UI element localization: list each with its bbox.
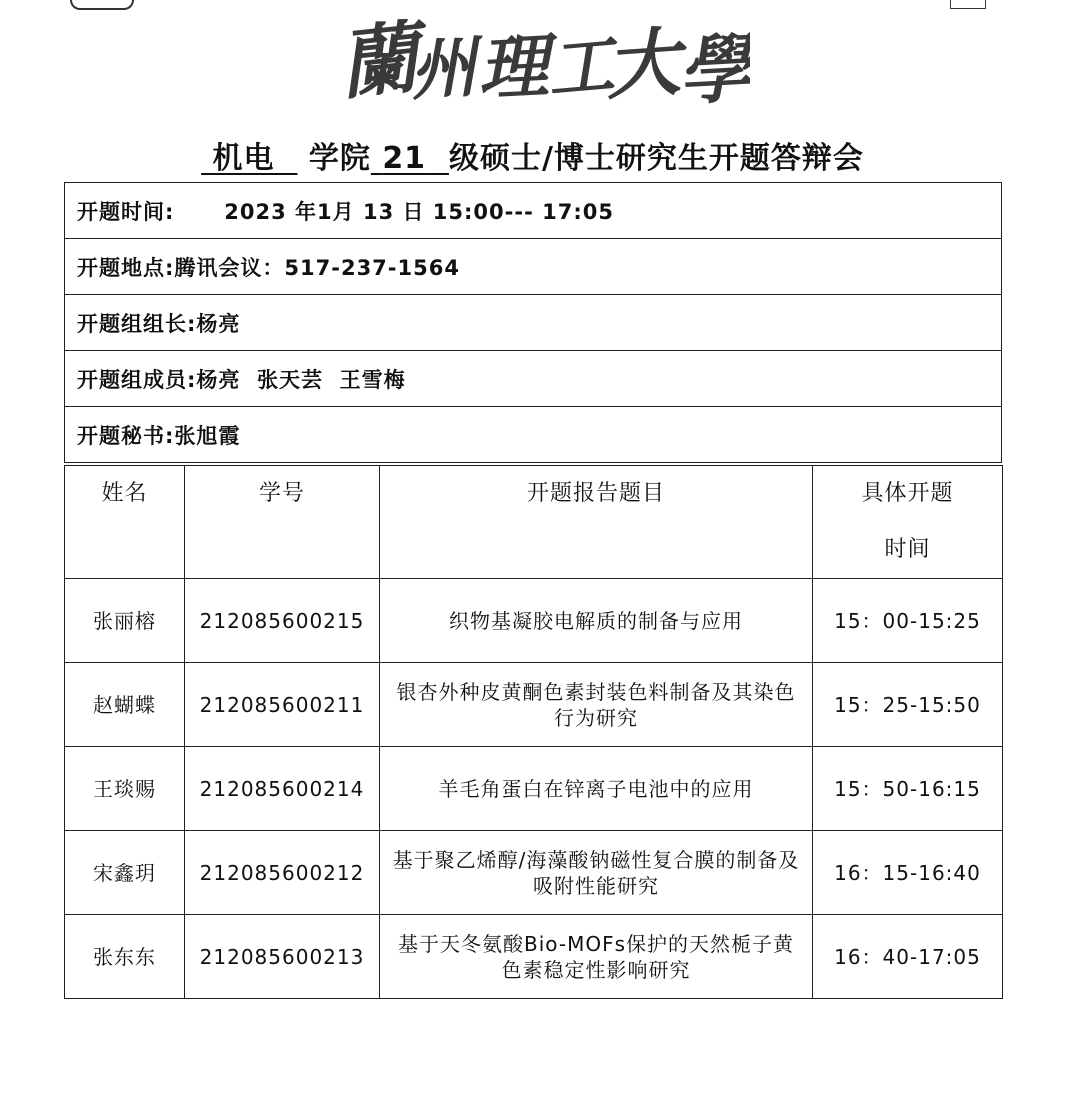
table-row <box>65 579 1003 663</box>
college-field: 机电 <box>212 141 275 176</box>
cell-time: 15：50-16:15 <box>813 747 1003 831</box>
info-row-location <box>65 239 1002 295</box>
info-label: 开题组组长: <box>77 311 197 336</box>
page-corner-mark-left <box>70 0 134 10</box>
cell-id: 212085600213 <box>185 915 380 999</box>
info-label: 开题时间: <box>77 199 175 224</box>
table-row <box>65 831 1003 915</box>
info-value: 杨亮 张天芸 王雪梅 <box>196 367 406 392</box>
table-row <box>65 663 1003 747</box>
table-header-row <box>65 466 1003 579</box>
cell-time: 15：25-15:50 <box>813 663 1003 747</box>
info-row-secretary <box>65 407 1002 463</box>
info-value: 杨亮 <box>196 311 241 336</box>
page-corner-mark-right <box>950 0 986 9</box>
info-value: 张旭霞 <box>174 423 241 448</box>
cell-id: 212085600215 <box>185 579 380 663</box>
grade-field: 21 <box>382 141 427 176</box>
cell-topic: 羊毛角蛋白在锌离子电池中的应用 <box>380 747 813 831</box>
cell-time: 16：15-16:40 <box>813 831 1003 915</box>
college-suffix: 学院 <box>308 141 371 176</box>
cell-name: 赵蝴蝶 <box>65 663 185 747</box>
meeting-info-table <box>64 182 1002 463</box>
svg-text:蘭: 蘭 <box>334 12 422 111</box>
cell-time: 16：40-17:05 <box>813 915 1003 999</box>
header-name: 姓名 <box>65 466 185 579</box>
header-time: 具体开题时间 <box>813 466 1003 579</box>
title-rest: 级硕士/博士研究生开题答辩会 <box>448 141 864 176</box>
info-value: 腾讯会议：517-237-1564 <box>174 255 460 280</box>
cell-topic: 织物基凝胶电解质的制备与应用 <box>380 579 813 663</box>
info-row-leader <box>65 295 1002 351</box>
cell-topic: 基于聚乙烯醇/海藻酸钠磁性复合膜的制备及吸附性能研究 <box>380 831 813 915</box>
info-label: 开题秘书: <box>77 423 175 448</box>
cell-id: 212085600211 <box>185 663 380 747</box>
svg-text:大: 大 <box>602 19 683 111</box>
university-logo-calligraphy <box>330 8 750 112</box>
cell-time: 15：00-15:25 <box>813 579 1003 663</box>
info-value: 2023 年1月 13 日 15:00--- 17:05 <box>174 199 614 224</box>
schedule-table <box>64 465 1003 999</box>
cell-id: 212085600212 <box>185 831 380 915</box>
cell-topic: 基于天冬氨酸Bio-MOFs保护的天然栀子黄色素稳定性影响研究 <box>380 915 813 999</box>
cell-topic: 银杏外种皮黄酮色素封装色料制备及其染色行为研究 <box>380 663 813 747</box>
page-title <box>0 133 1065 177</box>
header-topic: 开题报告题目 <box>380 466 813 579</box>
cell-name: 张丽榕 <box>65 579 185 663</box>
cell-name: 张东东 <box>65 915 185 999</box>
header-id: 学号 <box>185 466 380 579</box>
svg-text:理: 理 <box>475 24 551 111</box>
info-row-members <box>65 351 1002 407</box>
svg-text:工: 工 <box>544 25 618 109</box>
svg-text:州: 州 <box>407 27 479 110</box>
cell-name: 王琰赐 <box>65 747 185 831</box>
svg-text:學: 學 <box>675 25 750 112</box>
cell-name: 宋鑫玥 <box>65 831 185 915</box>
cell-id: 212085600214 <box>185 747 380 831</box>
table-row <box>65 747 1003 831</box>
info-label: 开题地点: <box>77 255 175 280</box>
table-row <box>65 915 1003 999</box>
info-row-time <box>65 183 1002 239</box>
info-label: 开题组成员: <box>77 367 197 392</box>
